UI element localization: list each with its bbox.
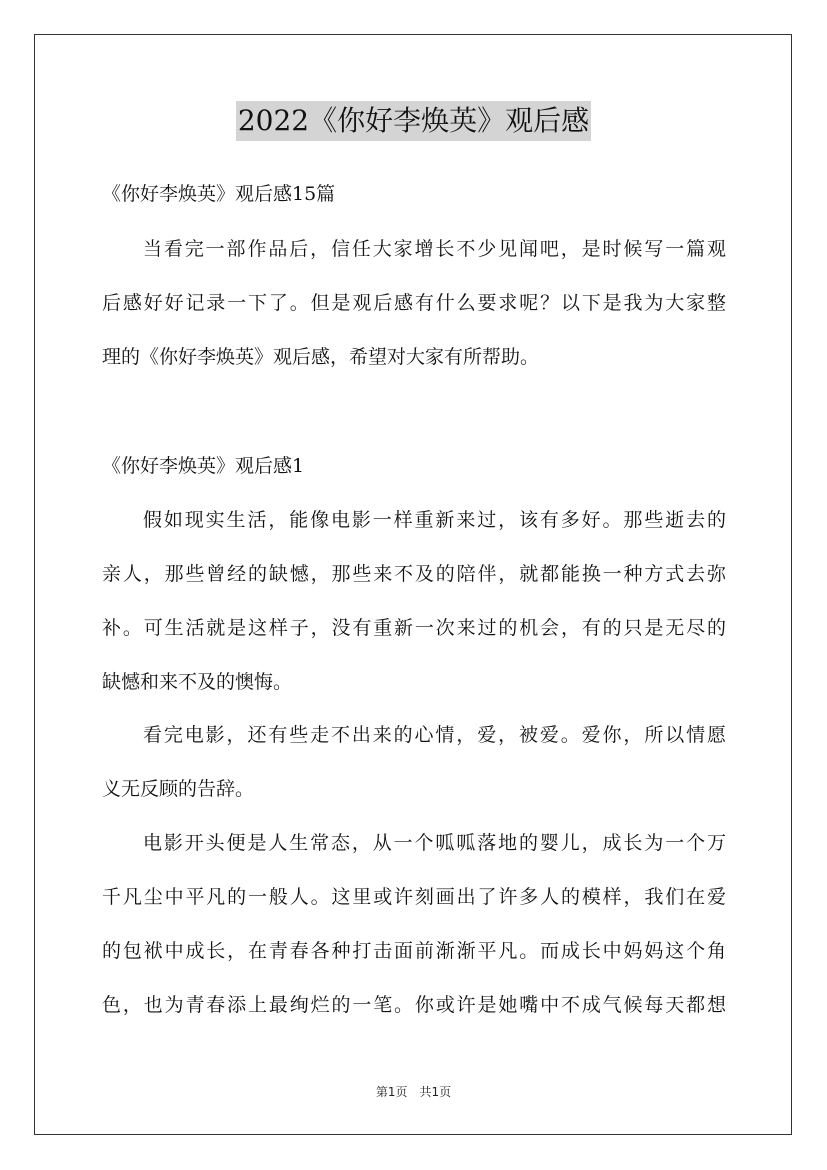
document-title-text: 2022《你好李焕英》观后感 xyxy=(236,101,591,141)
paragraph3-line-1: 电影开头便是人生常态，从一个呱呱落地的婴儿，成长为一个万 xyxy=(143,832,726,854)
document-title xyxy=(0,101,827,143)
paragraph2-line-2: 义无反顾的告辞。 xyxy=(102,778,255,800)
paragraph3-line-4: 色，也为青春添上最绚烂的一笔。你或许是她嘴中不成气候每天都想 xyxy=(102,994,726,1016)
subtitle: 《你好李焕英》观后感15篇 xyxy=(102,183,336,205)
page-footer: 第1页 共1页 xyxy=(375,1085,452,1099)
paragraph1-line-2: 亲人，那些曾经的缺憾，那些来不及的陪伴，就都能换一种方式去弥 xyxy=(102,563,726,585)
intro-line-1: 当看完一部作品后，信任大家增长不少见闻吧，是时候写一篇观 xyxy=(143,238,726,260)
paragraph3-line-3: 的包袱中成长，在青春各种打击面前渐渐平凡。而成长中妈妈这个角 xyxy=(102,940,726,962)
intro-line-2: 后感好好记录一下了。但是观后感有什么要求呢？以下是我为大家整 xyxy=(102,292,726,314)
paragraph1-line-3: 补。可生活就是这样子，没有重新一次来过的机会，有的只是无尽的 xyxy=(102,617,726,639)
intro-line-3: 理的《你好李焕英》观后感，希望对大家有所帮助。 xyxy=(102,346,540,368)
paragraph1-line-4: 缺憾和来不及的懊悔。 xyxy=(102,671,293,693)
paragraph1-line-1: 假如现实生活，能像电影一样重新来过，该有多好。那些逝去的 xyxy=(143,509,726,531)
paragraph3-line-2: 千凡尘中平凡的一般人。这里或许刻画出了许多人的模样，我们在爱 xyxy=(102,886,726,908)
paragraph2-line-1: 看完电影，还有些走不出来的心情，爱，被爱。爱你，所以情愿 xyxy=(143,724,726,746)
section-heading: 《你好李焕英》观后感1 xyxy=(102,455,305,477)
